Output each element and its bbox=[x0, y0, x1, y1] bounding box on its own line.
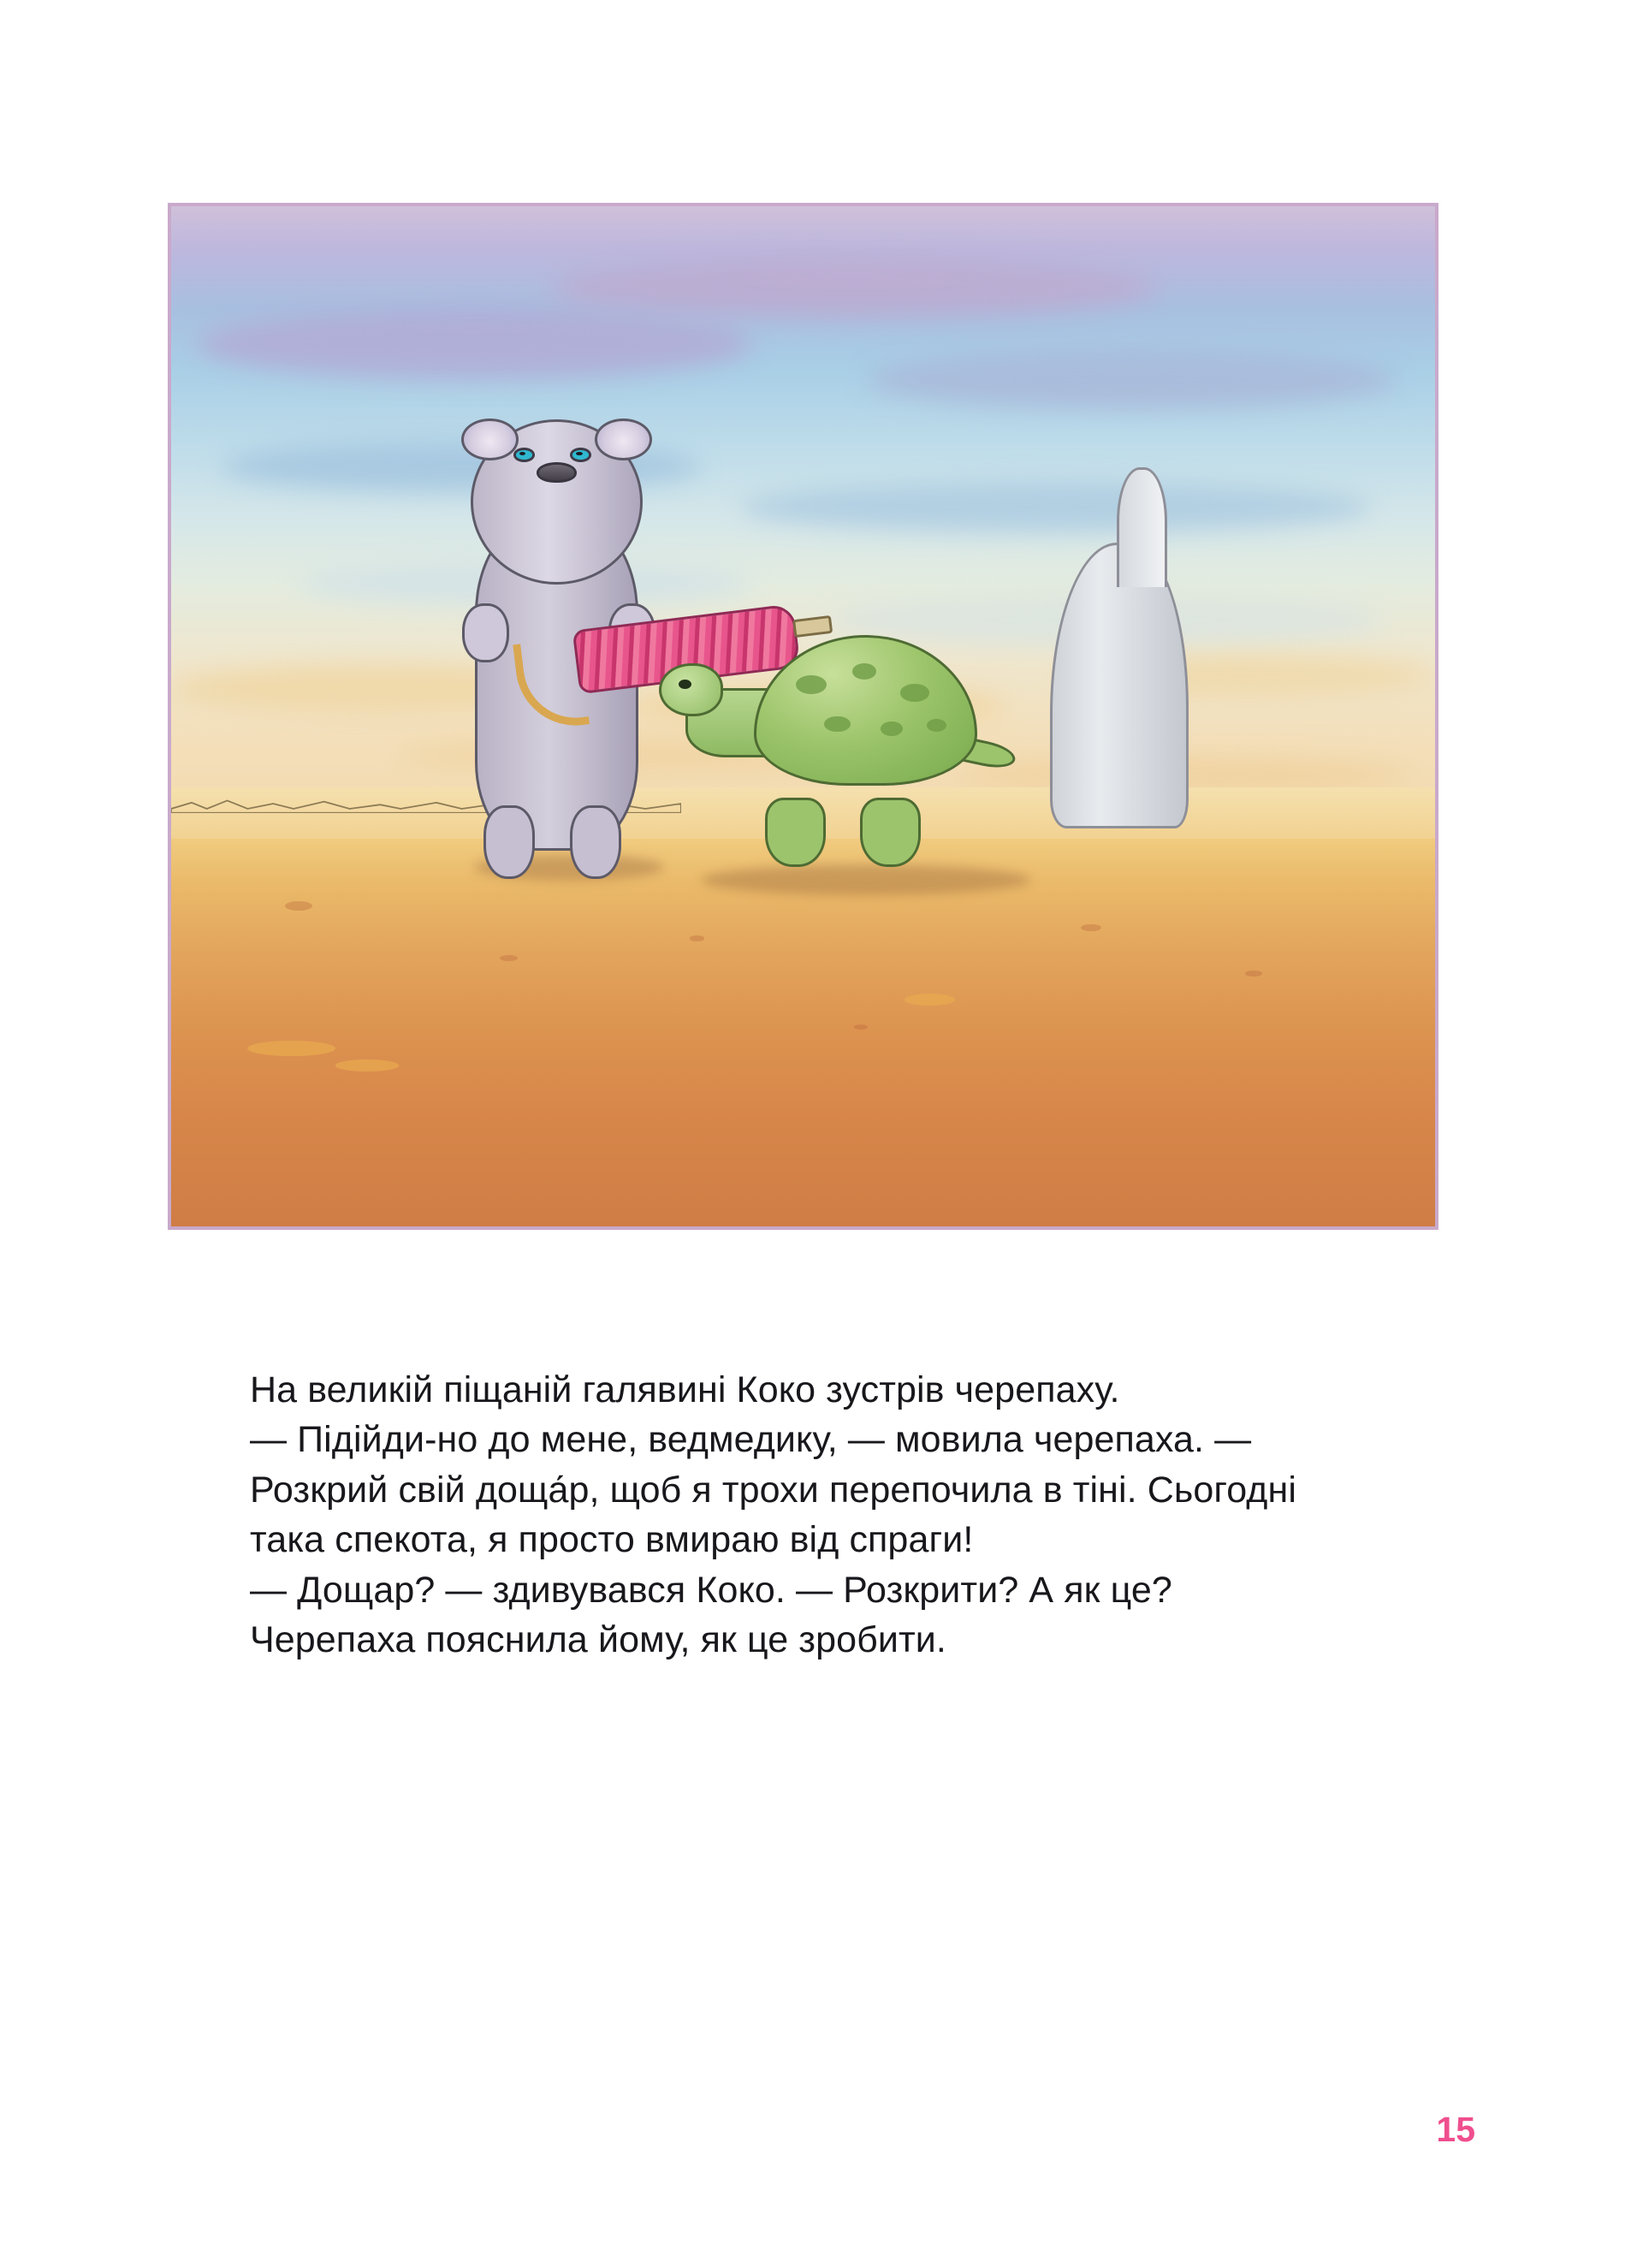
paragraph: На великій піщаній галявині Коко зустрів черепаху. bbox=[250, 1369, 1120, 1410]
shell-spot bbox=[900, 684, 928, 701]
pebble bbox=[1081, 924, 1101, 931]
page-number: 15 bbox=[1436, 2110, 1475, 2149]
cloud-band bbox=[197, 308, 753, 379]
turtle-head bbox=[659, 663, 723, 716]
sandy-ground bbox=[171, 839, 1435, 1226]
turtle-character bbox=[651, 635, 1030, 839]
shell-spot bbox=[852, 663, 876, 680]
turtle-shell bbox=[754, 635, 977, 786]
koala-eye bbox=[570, 448, 591, 462]
sand-patch bbox=[247, 1041, 335, 1056]
koala-head bbox=[471, 419, 643, 585]
shell-spot bbox=[824, 716, 851, 733]
story-text bbox=[250, 1365, 1362, 1665]
pebble bbox=[854, 1024, 868, 1030]
illustration-frame bbox=[168, 203, 1438, 1230]
cloud-band bbox=[866, 349, 1397, 411]
shell-spot bbox=[796, 675, 827, 694]
turtle-foot bbox=[765, 798, 826, 867]
sand-patch bbox=[905, 994, 955, 1006]
shell-spot bbox=[881, 721, 903, 736]
shell-spot bbox=[927, 719, 946, 732]
koala-arm bbox=[462, 603, 509, 663]
turtle-shadow bbox=[702, 864, 1030, 895]
pebble bbox=[1245, 971, 1261, 977]
koala-ear bbox=[461, 419, 518, 460]
cloud-band bbox=[550, 258, 1157, 319]
koala-eye bbox=[513, 448, 535, 462]
koala-leg bbox=[483, 805, 535, 879]
sand-patch bbox=[335, 1060, 399, 1072]
koala-ear bbox=[595, 419, 651, 460]
turtle-eye bbox=[679, 680, 691, 689]
paragraph: — Підійди-но до мене, ведмедику, — мовила черепаха. — Розкрий свій доща́р, щоб я трохи перепочила в тіні. Сьогодні така спекота, я просто вмираю від спраги! bbox=[250, 1419, 1297, 1561]
turtle-foot bbox=[860, 798, 921, 867]
koala-leg bbox=[570, 805, 621, 879]
paragraph: Черепаха пояснила йому, як це зробити. bbox=[250, 1619, 946, 1661]
paragraph: — Дощар? — здивувався Коко. — Розкрити? А як це? bbox=[250, 1569, 1172, 1611]
pebble bbox=[285, 901, 312, 911]
pebble bbox=[500, 955, 518, 961]
cloud-band bbox=[740, 482, 1373, 533]
koala-nose bbox=[537, 462, 577, 483]
pebble bbox=[690, 935, 705, 941]
